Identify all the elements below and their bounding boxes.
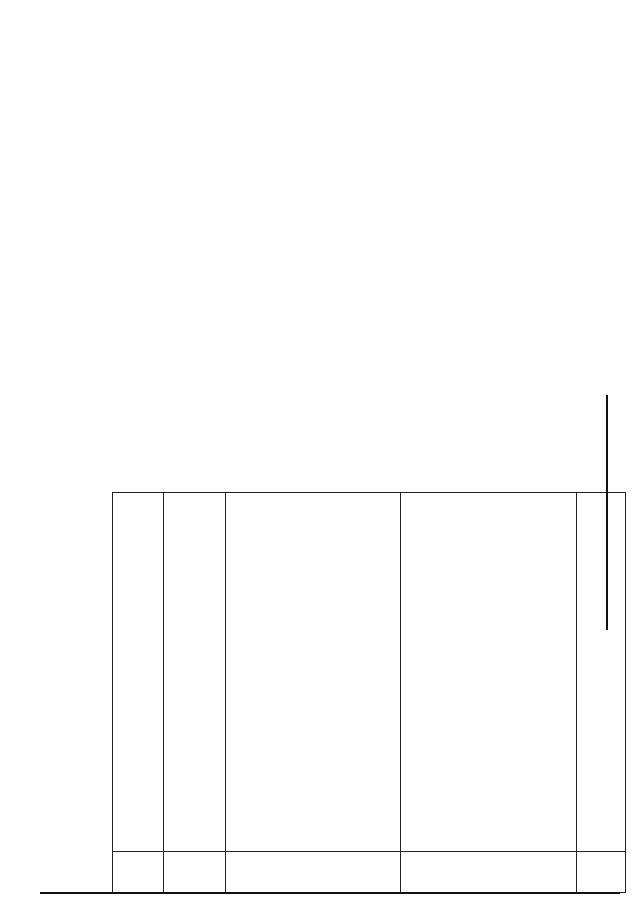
table-row <box>164 14 226 893</box>
header-row <box>113 14 164 893</box>
header-question <box>113 851 164 892</box>
row-answer <box>577 492 626 851</box>
header-answers <box>113 492 164 851</box>
table-row <box>401 14 577 893</box>
rotated-table-container <box>112 13 626 893</box>
row-answer <box>401 492 577 851</box>
table-row <box>577 14 626 893</box>
row-question <box>577 851 626 892</box>
row-question <box>225 851 401 892</box>
row-answer <box>164 492 226 851</box>
table-row <box>225 14 401 893</box>
bottom-border-line <box>40 892 620 894</box>
margin-line <box>606 395 608 630</box>
requirements-table <box>112 13 626 893</box>
row-question <box>401 851 577 892</box>
row-answer <box>225 492 401 851</box>
row-question <box>164 851 226 892</box>
